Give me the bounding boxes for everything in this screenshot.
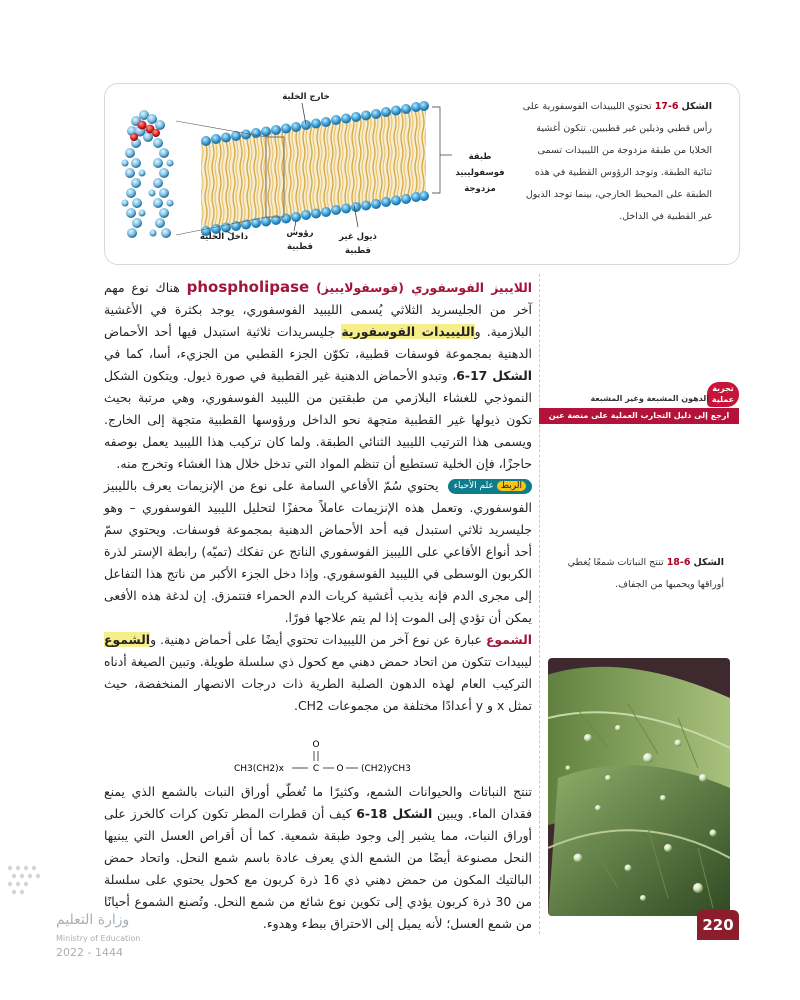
wax-structural-formula [230,738,430,782]
phospholipid-molecule-model [122,110,174,238]
figure-18-number: 18-6 [666,557,691,568]
ministry-logo [56,908,166,964]
paragraph-1-text-a: هناك نوع مهم آخر من الجليسريد الثلاثي يُسمى الليبيد الفوسفوري، يوجد بكثرة في الأغشية البلازمية. و [104,280,533,339]
academic-year: 2022 - 1444 [56,946,123,959]
lab-badge-line-2: عملية [711,395,735,404]
formula-oxygen: O [336,764,344,774]
ministry-name-ar: وزارة التعليم [56,912,130,928]
keyword-waxes-highlight: الشموع [104,632,151,647]
lab-badge-line-1: تجربة [712,384,734,393]
paragraph-plant-wax [104,781,532,935]
label-bilayer-1: طبقة [468,152,492,162]
paragraph-3-text-b: ليبيدات تتكون من اتحاد حمض دهني مع كحول ذي سلسلة طويلة. وتبين الصيغة أدناه التركيب العام لهذه الدهون الصلبة الطرية ذات درجات الانصهار المنخفضة، حيث تمثل x و y أعدادًا مختلفة من مجموعات CH2. [104,654,532,713]
formula-left-chain: CH3(CH2)x [234,764,284,774]
phospholipid-bilayer [176,101,429,236]
paragraph-1-text-c: ، وتبدو الأحماض الدهنية غير القطبية في صورة ذيول. ويتكون الشكل النموذجي للغشاء البلازمي من طبقتين من الليبيد الفوسفوري، وهي مرتبة بحيث تكون ذيولها غير القطبية متجهة نحو الداخل ورؤوسها القطبية متجهة إلى الخارج. ويسمى هذا الترتيب الليبيد الثنائي الطبقة. ولما كان تركيب هذا الليبيد يعمل بوصفه حاجزًا، فإن الخلية تستطيع أن تنظم المواد التي تدخل خلال هذا الغشاء وتخرج منه. [104,368,532,471]
lab-title: الدهون المشبعة وغير المشبعة [590,394,709,403]
biology-connection-tag [448,479,532,494]
lab-activity-box[interactable] [539,382,737,436]
figure-17-caption-text: تحتوي الليبيدات الفوسفورية على رأس قطبي وذيلين غير قطبيين. تتكون أغشية الخلايا من طبقة مزدوجة من الليبيدات تسمى ثنائية الطبقة. وتوجد الرؤوس القطبية في هذه الطبقة على المحيط الخارجي، بينما توجد الذيول غير القطبية في الداخل. [522,101,712,222]
page-number: 220 [697,910,739,940]
keyword-phospholipids: الليبيدات الفوسفورية [341,324,475,339]
keyword-phospholipase-ar: اللايبيز الفوسفوري (فوسفولايبيز) [316,280,532,295]
figure-17-ref[interactable]: الشكل 17-6 [456,368,532,383]
main-text-column [104,276,532,935]
label-inside-cell: داخل الخلية [199,232,249,242]
label-polar-heads-2: قطبية [287,242,313,252]
label-outside-cell: خارج الخلية [282,92,330,102]
paragraph-4-text-b: كيف أن قطرات المطر تكون كرات كالخرز على أوراق النبات، مما يشير إلى وجود طبقة شمعية. كما أن أقراص العسل التي يبنيها النحل مصنوعة أيضًا من الشمع الذي يعرف عادة باسم شمع النحل. واتحاد حمض البالتيك المكون من حمض دهني ذي 16 ذرة كربون مع كحول يحتوي على سلسلة من 30 ذرة كربون يؤدي إلى تكوين نوع شائع من شمع النحل. وتُصنع الشموع أحيانًا من شمع العسل؛ لأنه يميل إلى الاحتراق ببطء وهدوء. [104,806,532,931]
label-bilayer-2: فوسفوليبيد [455,168,505,178]
figure-18-ref[interactable]: الشكل 18-6 [356,806,433,821]
label-nonpolar-tails-2: قطبية [345,246,371,256]
paragraph-waxes [104,629,532,717]
formula-right-chain: (CH2)yCH3 [361,764,411,774]
wax-leaf-photo [548,658,730,916]
formula-oxygen-top: O [312,740,320,750]
formula-carbon: C [312,764,320,774]
paragraph-snake-venom [104,475,532,629]
label-nonpolar-tails-1: ذيول غير [339,232,377,242]
paragraph-4-text-a: تنتج النباتات والحيوانات الشمع، وكثيرًا ما تُغطّي أوراق النبات بالشمع الذي يمنع فقدان الماء. ويبين [104,784,532,821]
membrane-illustration [106,85,516,261]
keyword-waxes: الشموع [485,632,532,647]
figure-17-caption [516,96,712,228]
label-polar-heads-1: رؤوس [286,228,314,238]
figure-18-caption-text: تنتج النباتات شمعًا يُغطي أوراقها ويحميها من الجفاف. [567,557,724,590]
ministry-name-en: Ministry of Education [56,934,141,943]
figure-17-label: الشكل [681,101,712,112]
figure-18-caption [552,552,724,596]
paragraph-phospholipase [104,276,532,475]
figure-18-label: الشكل [693,557,724,568]
keyword-phospholipase-en: phospholipase [186,278,310,296]
paragraph-1-text-b: جليسريدات ثلاثية استبدل فيها أحد الأحماض الدهنية بمجموعة فوسفات قطبية، تكوّن الجزء القطبي من الجزيء، أسا، كما في [104,324,532,361]
figure-17-number: 17-6 [654,101,679,112]
connection-label: الربط [497,481,526,491]
ministry-logo-dots [2,860,62,900]
connection-subject: علم الأحياء [453,481,494,491]
paragraph-2-text: يحتوي سُمّ الأفاعي السامة على نوع من الإنزيمات يعرف بالليبيز الفوسفوري. وتعمل هذه الإنزيمات عاملاً محفزًا لتحليل الليبيد الفوسفوري – وهو جليسريد ثلاثي استبدل فيه أحد الأحماض الدهنية بمجموعة فوسفات. ويحتوي سمّ أحد أنواع الأفاعي على الليبيز الفوسفوري الناتج عن تفكك (تميّه) رابطة الإستر لذرة الكربون الوسطى في الليبيد الفوسفوري. وإذا دخل الجزء الأكبر من ناتج هذا التفاعل إلى مجرى الدم فإنه يذيب أغشية كريات الدم الحمراء فتتمزق. إن لدغة هذه الأفعى يمكن أن تؤدي إلى الموت إذا لم يتم علاجها فورًا. [104,478,532,625]
lab-badge [707,382,739,407]
paragraph-3-text-a: عبارة عن نوع آخر من الليبيدات تحتوي أيضًا على أحماض دهنية. و [150,632,486,647]
label-bilayer-3: مزدوجة [464,184,496,194]
column-divider [539,274,540,934]
lab-instruction[interactable]: ارجع إلى دليل التجارب العملية على منصة عين الإثرائية [539,408,739,424]
